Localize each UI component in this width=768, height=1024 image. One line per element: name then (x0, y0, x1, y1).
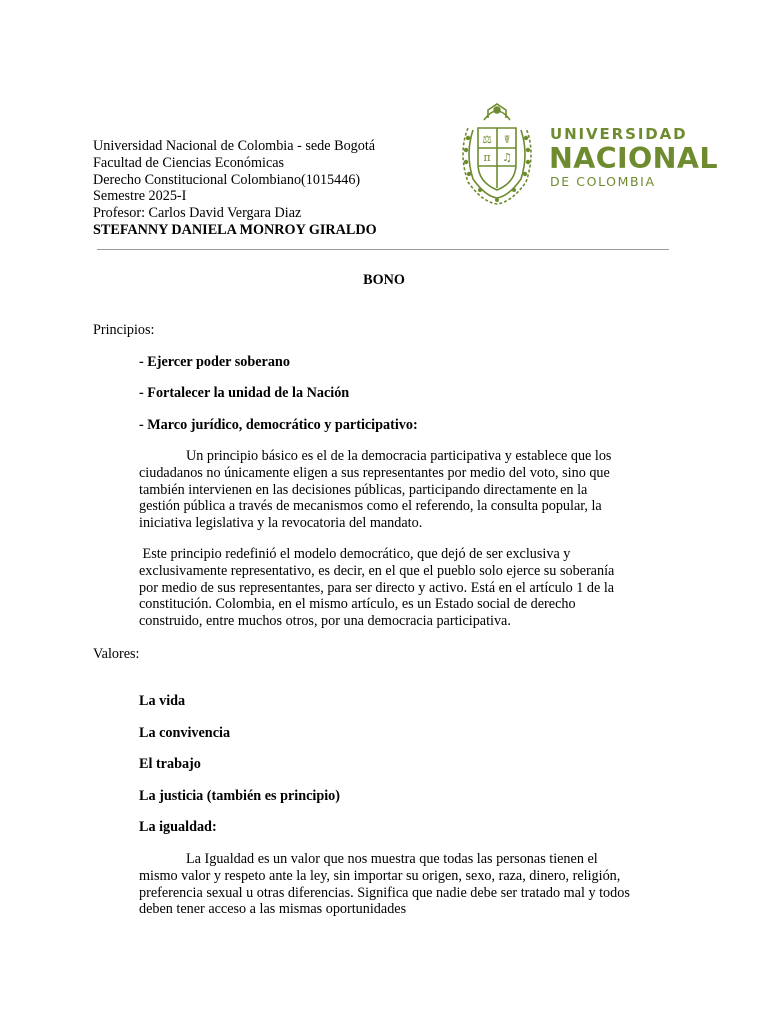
header-info (93, 138, 453, 239)
paragraph-line: también intervienen en las decisiones públicas, participando directamente en la (139, 481, 588, 498)
paragraph-line: gestión pública a través de mecanismos como el referendo, la consulta popular, la (139, 498, 602, 515)
document-title: BONO (363, 272, 405, 288)
valor-item-2: La convivencia (139, 725, 231, 741)
coat-of-arms-icon (454, 98, 540, 208)
valores-paragraph (139, 851, 679, 918)
principio-item-2: - Fortalecer la unidad de la Nación (139, 385, 350, 401)
svg-text:☤: ☤ (503, 133, 511, 146)
logo-line-3: DE COLOMBIA (550, 174, 656, 189)
paragraph-line: por medio de sus representantes, para ser directo y activo. Está en el artículo 1 de la (139, 579, 615, 596)
valor-item-4: La justicia (también es principio) (139, 788, 340, 804)
paragraph-line: Este principio redefinió el modelo democrático, que dejó de ser exclusiva y (139, 546, 571, 562)
header-divider (97, 249, 669, 250)
valor-item-1: La vida (139, 693, 186, 709)
paragraph-line: ciudadanos no únicamente eligen a sus representantes por medio del voto, sino que (139, 464, 610, 481)
paragraph-line: Un principio básico es el de la democracia participativa y establece que los (186, 448, 612, 464)
faculty-line: Facultad de Ciencias Económicas (93, 154, 285, 171)
svg-text:♫: ♫ (502, 151, 512, 164)
semester-line: Semestre 2025-I (93, 188, 187, 205)
svg-text:⚖: ⚖ (482, 133, 492, 146)
paragraph-line: La Igualdad es un valor que nos muestra que todas las personas tienen el (186, 851, 598, 867)
course-line: Derecho Constitucional Colombiano(1015446) (93, 171, 361, 188)
paragraph-line: exclusivamente representativo, es decir, en el que el pueblo solo ejerce su soberanía (139, 562, 615, 579)
principio-item-1: - Ejercer poder soberano (139, 354, 290, 370)
university-logo (454, 98, 718, 208)
logo-line-1: UNIVERSIDAD (550, 125, 688, 143)
logo-line-2: NACIONAL (549, 142, 718, 175)
valor-item-3: El trabajo (139, 756, 201, 772)
valor-item-5: La igualdad: (139, 819, 217, 835)
paragraph-line: construido, entre muchos otros, por una democracia participativa. (139, 613, 511, 630)
principios-paragraph-1 (139, 448, 679, 532)
paragraph-line: constitución. Colombia, en el mismo artículo, es un Estado social de derecho (139, 596, 576, 613)
principio-item-3: - Marco jurídico, democrático y participativo: (139, 417, 418, 433)
paragraph-line: mismo valor y respeto ante la ley, sin importar su origen, sexo, raza, dinero, religión, (139, 867, 621, 884)
university-line: Universidad Nacional de Colombia - sede Bogotá (93, 138, 376, 154)
paragraph-line: preferencia sexual u otras diferencias. Significa que nadie debe ser tratado mal y todos (139, 884, 630, 901)
paragraph-line: deben tener acceso a las mismas oportunidades (139, 901, 407, 918)
principios-paragraph-2 (139, 546, 679, 630)
principios-heading: Principios: (93, 322, 155, 338)
professor-line: Profesor: Carlos David Vergara Diaz (93, 205, 302, 222)
svg-text:π: π (483, 151, 491, 164)
valores-heading: Valores: (93, 646, 140, 662)
student-name: STEFANNY DANIELA MONROY GIRALDO (93, 221, 377, 238)
paragraph-line: iniciativa legislativa y la revocatoria del mandato. (139, 515, 423, 532)
